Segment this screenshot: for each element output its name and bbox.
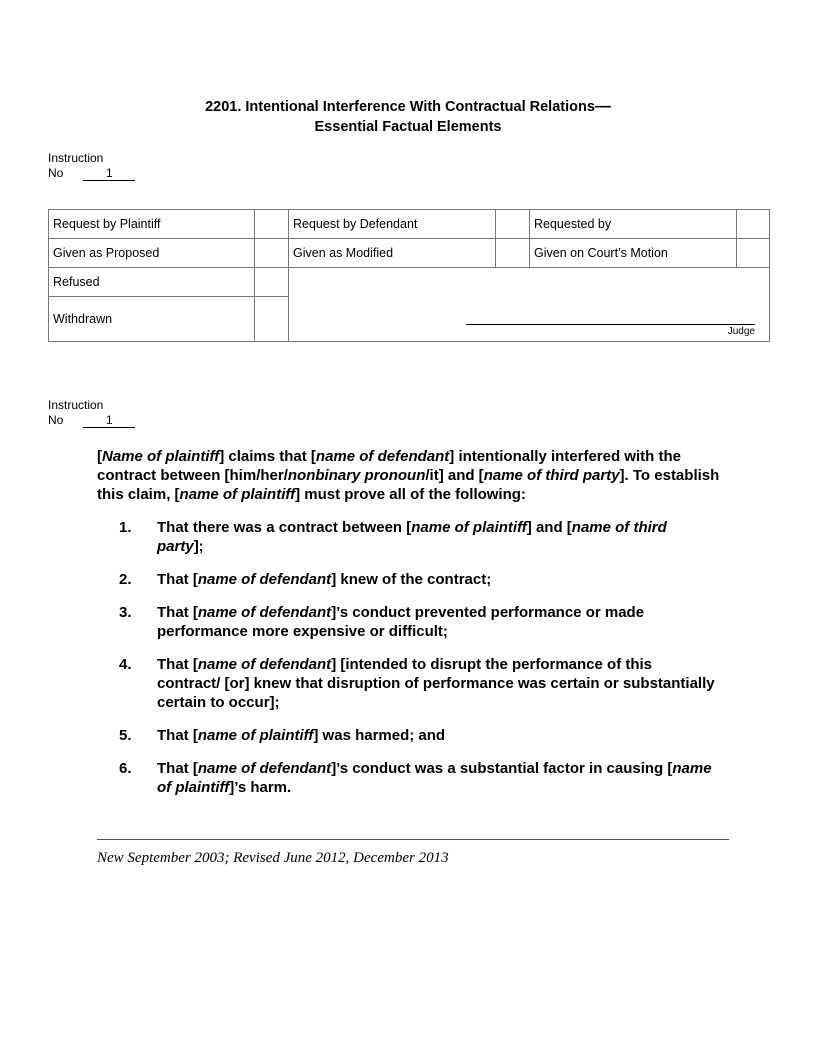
instruction-number-field[interactable]: 1 <box>83 167 135 181</box>
instruction-header-top <box>48 151 135 181</box>
text: ] [intended to disrupt the performance of this contract/ [or] knew that disruption of performance was certain or substantially certain to occur]; <box>157 656 715 711</box>
request-table <box>48 209 770 342</box>
text: ] was harmed; and <box>313 727 446 744</box>
element-item <box>97 603 737 641</box>
element-item <box>97 518 737 556</box>
text: ]’s conduct prevented performance or made performance more expensive or difficult; <box>157 604 645 640</box>
given-as-modified-checkbox[interactable] <box>496 239 530 268</box>
judge-signature-area <box>289 268 770 342</box>
request-by-defendant-checkbox[interactable] <box>496 210 530 239</box>
element-item <box>97 759 737 797</box>
text: ]’s conduct was a substantial factor in causing [ <box>331 760 673 777</box>
text: ]; <box>193 538 204 555</box>
text: ]’s harm. <box>229 779 292 796</box>
element-text <box>157 603 737 641</box>
element-number: 6. <box>119 760 132 777</box>
text: ] knew of the contract; <box>331 571 492 588</box>
placeholder-plaintiff: Name of plaintiff <box>102 448 220 465</box>
given-as-modified-label: Given as Modified <box>289 239 496 268</box>
placeholder-defendant: name of defendant <box>197 571 332 588</box>
judge-signature-line[interactable] <box>466 324 755 325</box>
placeholder-plaintiff: name of plaintiff <box>157 760 712 796</box>
element-number: 4. <box>119 656 132 673</box>
placeholder-plaintiff: name of plaintiff <box>179 486 296 503</box>
intro-text: ] intentionally interfered with the contract between [him/her/ <box>97 448 681 484</box>
element-text <box>157 518 737 556</box>
element-number: 5. <box>119 727 132 744</box>
given-as-proposed-checkbox[interactable] <box>255 239 289 268</box>
instruction-body <box>97 447 737 797</box>
judge-label: Judge <box>727 326 755 337</box>
refused-label: Refused <box>49 268 255 297</box>
element-number: 2. <box>119 571 132 588</box>
intro-text: ] must prove all of the following: <box>295 486 526 503</box>
title-dash: — <box>594 98 611 115</box>
text: That [ <box>157 727 198 744</box>
no-label: No <box>48 413 64 427</box>
instruction-header-bottom <box>48 398 135 428</box>
requested-by-label: Requested by <box>530 210 737 239</box>
request-by-defendant-label: Request by Defendant <box>289 210 496 239</box>
text: That [ <box>157 760 198 777</box>
element-text <box>157 726 737 745</box>
placeholder-third-party: name of third party <box>157 519 667 555</box>
placeholder-defendant: name of defendant <box>197 656 332 673</box>
title-line-2: Essential Factual Elements <box>314 119 502 135</box>
intro-paragraph <box>97 447 737 504</box>
given-on-courts-motion-checkbox[interactable] <box>737 239 770 268</box>
placeholder-pronoun: nonbinary pronoun <box>287 467 426 484</box>
element-text <box>157 759 737 797</box>
element-item <box>97 726 737 745</box>
element-number: 3. <box>119 604 132 621</box>
document-title <box>0 97 816 137</box>
placeholder-third-party: name of third party <box>483 467 620 484</box>
text: That [ <box>157 656 198 673</box>
requested-by-checkbox[interactable] <box>737 210 770 239</box>
element-text <box>157 655 737 712</box>
title-line-1: 2201. Intentional Interference With Contractual Relations <box>205 99 595 115</box>
instruction-label: Instruction <box>48 151 104 165</box>
withdrawn-checkbox[interactable] <box>255 297 289 342</box>
element-item <box>97 570 737 589</box>
given-on-courts-motion-label: Given on Court’s Motion <box>530 239 737 268</box>
element-number: 1. <box>119 519 132 536</box>
element-text <box>157 570 737 589</box>
request-by-plaintiff-checkbox[interactable] <box>255 210 289 239</box>
no-label: No <box>48 166 64 180</box>
instruction-label: Instruction <box>48 398 104 412</box>
text: That [ <box>157 604 198 621</box>
intro-text: /it] and [ <box>425 467 484 484</box>
intro-text: ]. To establish this claim, [ <box>97 467 720 503</box>
placeholder-plaintiff: name of plaintiff <box>197 727 314 744</box>
refused-checkbox[interactable] <box>255 268 289 297</box>
instruction-number-field[interactable]: 1 <box>83 414 135 428</box>
intro-text: ] claims that [ <box>219 448 316 465</box>
revision-history: New September 2003; Revised June 2012, December 2013 <box>97 850 449 866</box>
placeholder-defendant: name of defendant <box>197 760 332 777</box>
placeholder-defendant: name of defendant <box>315 448 450 465</box>
intro-text: [ <box>97 448 102 465</box>
withdrawn-label: Withdrawn <box>49 297 255 342</box>
placeholder-defendant: name of defendant <box>197 604 332 621</box>
footnote-divider <box>97 839 729 840</box>
request-by-plaintiff-label: Request by Plaintiff <box>49 210 255 239</box>
given-as-proposed-label: Given as Proposed <box>49 239 255 268</box>
text: That [ <box>157 571 198 588</box>
element-item <box>97 655 737 712</box>
placeholder-plaintiff: name of plaintiff <box>411 519 527 536</box>
text: ] and [ <box>526 519 572 536</box>
text: That there was a contract between [ <box>157 519 412 536</box>
